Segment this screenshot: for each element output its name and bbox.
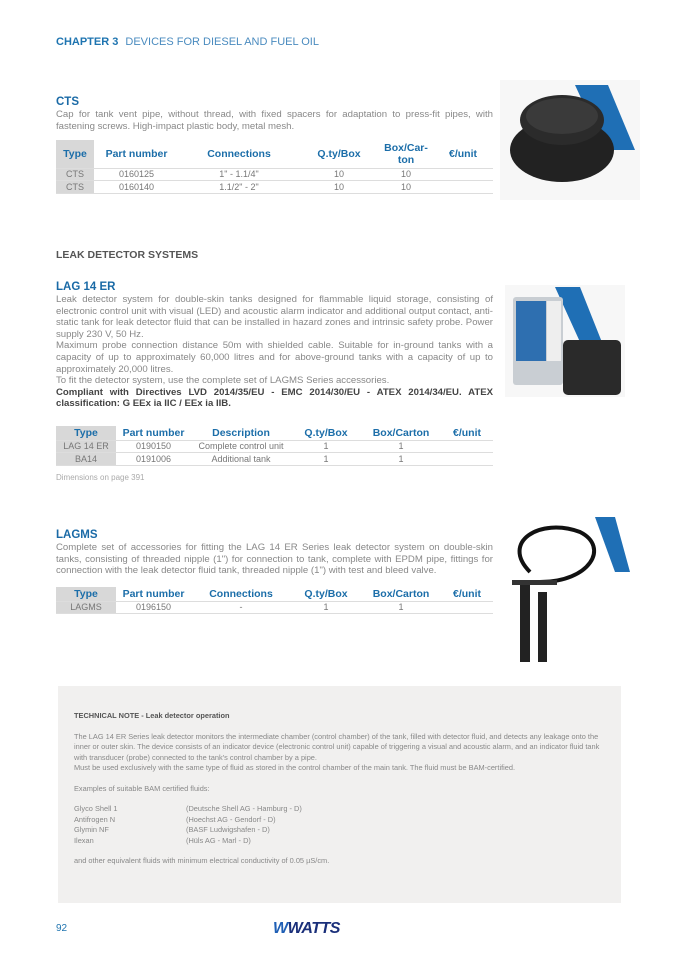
table-cell: 0196150 [116, 601, 191, 614]
column-header: Box/Car-ton [384, 141, 428, 166]
watts-logo: WWATTS [273, 920, 340, 937]
cts-title: CTS [56, 96, 79, 108]
fluid-item [74, 825, 605, 836]
table-cell: 10 [299, 168, 379, 181]
column-header: Connections [209, 587, 273, 600]
lag-description: Leak detector system for double-skin tanks designed for flammable liquid storage, consisting of electronic control unit with visual (LED) and acoustic alarm indicator and additional output contact, anti-static tank for leak detector fluid that can be installed in hazard zones and intrinsic safety probe. Power supply 230 V, 50 Hz. Maximum probe connection distance 50m with shielded cable. Suitable for in-ground tanks with a capacity of up to approximately 60,000 litres and for above-ground tanks with a capacity of up to approximately 20,000 litres. To fit the detector system, use the complete set of LAGMS Series accessories. Compliant with Directives LVD 2014/35/EU - EMC 2014/30/EU - ATEX 2014/34/EU. ATEX classification: G EEx ia IIC / EEx ia IIB. [56, 294, 493, 410]
column-header: €/unit [453, 587, 481, 600]
lagms-description: Complete set of accessories for fitting the LAG 14 ER Series leak detector system on double-skin tanks, consisting of threaded nipple (1") for connection to tank, complete with EPDM pipe, fittings for connection with the leak detector fluid tank, threaded nipple (1") with test and bleed valve. [56, 542, 493, 577]
table-cell: 10 [379, 181, 433, 194]
column-header: Connections [207, 147, 271, 160]
lagms-table [56, 587, 493, 614]
lag-table [56, 426, 493, 466]
fluid-item [74, 804, 605, 815]
column-header: Q.ty/Box [304, 426, 348, 439]
fluid-maker: (Hoechst AG - Gendorf - D) [186, 814, 276, 824]
fluid-item [74, 836, 605, 847]
chapter-header: CHAPTER 3 DEVICES FOR DIESEL AND FUEL OIL [56, 36, 319, 48]
lag-product-image [505, 285, 625, 397]
column-header: Part number [122, 587, 185, 600]
table-cell: BA14 [56, 453, 116, 466]
table-cell: 1 [361, 440, 441, 453]
table-cell: 10 [379, 168, 433, 181]
table-cell: Complete control unit [191, 440, 291, 453]
cts-description: Cap for tank vent pipe, without thread, with fixed spacers for adaptation to press-fit pipes, with fastening screws. High-impact plastic body, metal mesh. [56, 109, 493, 132]
table-cell: 1" - 1.1/4" [179, 168, 299, 181]
fluid-maker: (Hüls AG - Marl - D) [186, 835, 251, 845]
lagms-title: LAGMS [56, 529, 98, 541]
technical-note: TECHNICAL NOTE - Leak detector operation The LAG 14 ER Series leak detector monitors the intermediate chamber (control chamber) of the tank, filled with detector fluid, and detects any leakage onto the inner or outer skin. The device consists of an indicator device (electronic control unit) capable of triggering a visual and acoustic alarm, and an indicator fluid tank with transducer (probe) connected to the tank's control chamber by a pipe. Must be used exclusively with the same type of fluid as stored in the control chamber of the main tank. The fluid must be BAM-certified. Examples of suitable BAM certified fluids: Glyco Shell 1 (Deutsche Shell AG - Hamburg - D) Antifrogen N (Hoechst AG - Gendorf - D) Glymin NF (BASF Ludwigshafen - D) Ilexan (Hüls AG - Marl - D) and other equivalent fluids with minimum electrical conductivity of 0.05 µS/cm. [58, 686, 621, 903]
section-heading: LEAK DETECTOR SYSTEMS [56, 249, 199, 261]
table-cell: 0160125 [94, 168, 179, 181]
column-header: Q.ty/Box [317, 147, 361, 160]
table-cell: 0160140 [94, 181, 179, 194]
fluids-list [74, 804, 605, 846]
fluid-item [74, 815, 605, 826]
dimensions-note: Dimensions on page 391 [56, 473, 145, 482]
column-header: Type [56, 140, 94, 168]
column-header: €/unit [453, 426, 481, 439]
lagms-product-image [500, 512, 630, 672]
table-cell: Additional tank [191, 453, 291, 466]
table-cell: CTS [56, 168, 94, 181]
table-cell: - [191, 601, 291, 614]
fluid-maker: (Deutsche Shell AG - Hamburg - D) [186, 804, 302, 813]
table-row [56, 181, 493, 194]
fluid-maker: (BASF Ludwigshafen - D) [186, 825, 270, 834]
table-cell: LAGMS [56, 601, 116, 614]
table-cell [433, 181, 493, 194]
cts-table [56, 140, 493, 194]
table-cell: 0191006 [116, 453, 191, 466]
table-cell: 10 [299, 181, 379, 194]
table-cell: 0190150 [116, 440, 191, 453]
table-cell: 1 [291, 453, 361, 466]
fluid-name: Antifrogen N [74, 814, 116, 824]
table-cell [441, 440, 493, 453]
fluid-name: Glymin NF [74, 825, 109, 834]
table-cell [441, 601, 493, 614]
page-number: 92 [56, 923, 68, 934]
table-cell: 1 [361, 601, 441, 614]
column-header: Q.ty/Box [304, 587, 348, 600]
table-row [56, 440, 493, 453]
table-cell: 1 [291, 601, 361, 614]
column-header: Type [56, 587, 116, 601]
table-cell: LAG 14 ER [56, 440, 116, 453]
table-cell: CTS [56, 181, 94, 194]
cts-product-image [500, 80, 640, 200]
fluid-name: Ilexan [74, 835, 94, 845]
table-cell: 1 [291, 440, 361, 453]
column-header: €/unit [449, 147, 477, 160]
column-header: Type [56, 426, 116, 440]
column-header: Box/Carton [372, 587, 430, 600]
table-row [56, 453, 493, 466]
table-cell: 1 [361, 453, 441, 466]
column-header: Part number [122, 426, 185, 439]
table-row [56, 168, 493, 181]
table-cell: 1.1/2" - 2" [179, 181, 299, 194]
column-header: Box/Carton [372, 426, 430, 439]
column-header: Part number [105, 147, 168, 160]
column-header: Description [212, 426, 270, 439]
table-row [56, 601, 493, 614]
table-cell [441, 453, 493, 466]
lag-title: LAG 14 ER [56, 281, 116, 293]
table-cell [433, 168, 493, 181]
fluid-name: Glyco Shell 1 [74, 804, 118, 813]
